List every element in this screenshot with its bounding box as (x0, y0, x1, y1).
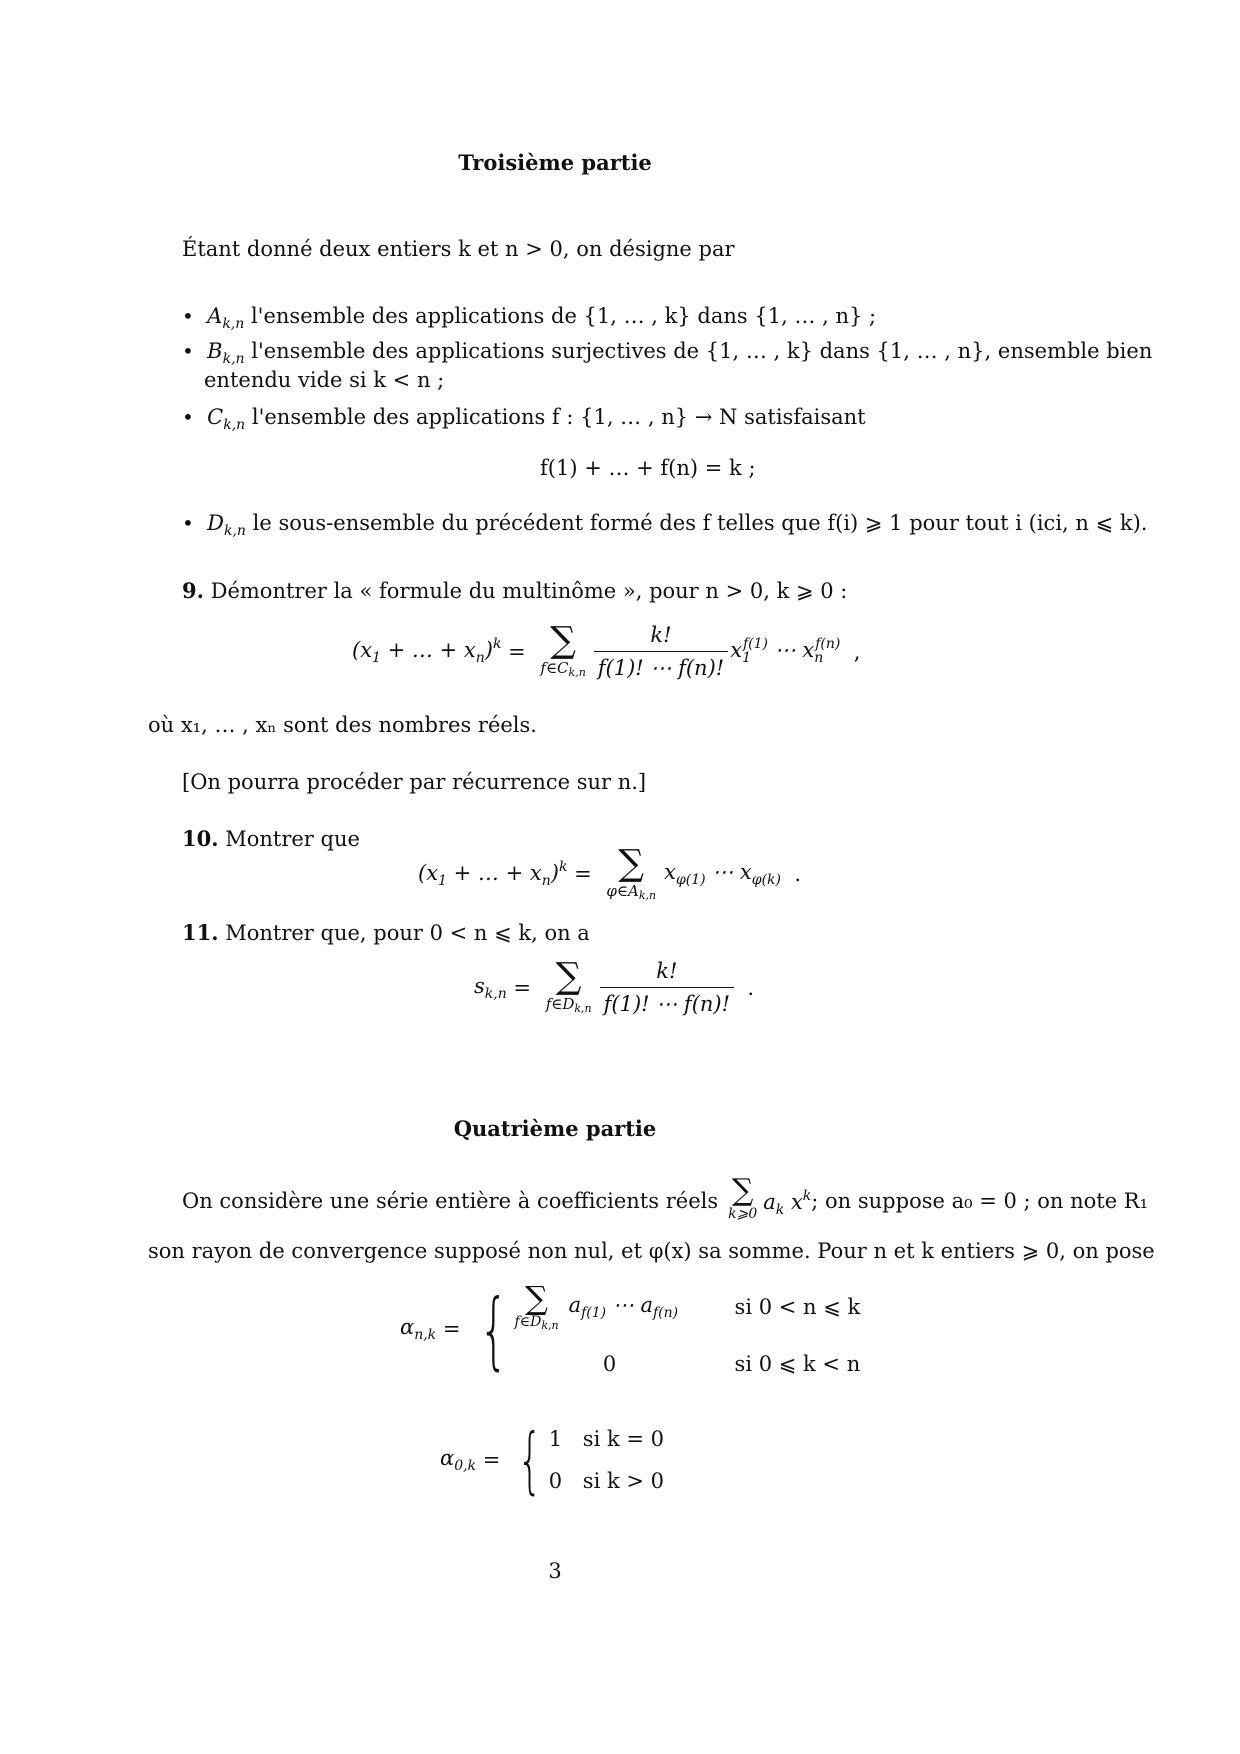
q10-formula: ($x_1$ + … + $x_n)^k$ = ∑ $\varphi\in A_{k,n}$ $x_{\varphi(1)}$ ⋯ $x_{\varphi(k)}$ . (418, 843, 802, 902)
alpha-0-k-definition: $\alpha_{0,k}$ = { 1 si k = 0 0 si k > 0 (440, 1418, 664, 1502)
bullet-b-cont: entendu vide si k < n ; (204, 368, 445, 392)
bullet-c: • $C_{k,n}$ l'ensemble des applications f : {1, … , n} → N satisfaisant (182, 405, 866, 433)
bullet-a: • $A_{k,n}$ l'ensemble des applications de {1, … , k} dans {1, … , n} ; (182, 304, 877, 332)
part3-intro: Étant donné deux entiers k et n > 0, on désigne par (182, 237, 735, 261)
bullet-c-equation: f(1) + … + f(n) = k ; (540, 456, 756, 480)
page-number: 3 (548, 1559, 562, 1583)
part4-line2: son rayon de convergence supposé non nul, et φ(x) sa somme. Pour n et k entiers ⩾ 0, on pose (148, 1239, 1155, 1263)
q9-after-text: où x₁, … , xₙ sont des nombres réels. (148, 713, 537, 737)
multinomial-formula: ($x_1$ + … + $x_n)^k$ = ∑ $f\in C_{k,n}$ $\frac{k!}{f(1)! \cdots f(n)!}$ $x_1^{f(1)}$ ⋯ $x_n^{f(n)}$ , (352, 620, 861, 681)
question-9: 9. Démontrer la « formule du multinôme », pour n > 0, k ⩾ 0 : (182, 578, 848, 603)
part4-title: Quatrième partie (453, 1116, 657, 1141)
part4-line1: On considère une série entière à coefficients réels ∑ k⩾0 $a_k$ $x^k$ ; on suppose a₀ = 0 ; on note R₁ (182, 1173, 1149, 1222)
bullet-b: • $B_{k,n}$ l'ensemble des applications surjectives de {1, … , k} dans {1, … , n}, ensemble bien (182, 339, 1153, 367)
bullet-d: • $D_{k,n}$ le sous-ensemble du précédent formé des f telles que f(i) ⩾ 1 pour tout i (ici, n ⩽ k). (182, 511, 1148, 539)
q9-hint: [On pourra procéder par récurrence sur n.] (182, 770, 647, 794)
q11-formula: $s_{k,n}$ = ∑ $f\in D_{k,n}$ $\frac{k!}{f(1)! \cdots f(n)!}$ . (474, 956, 755, 1017)
question-11: 11. Montrer que, pour 0 < n ⩽ k, on a (182, 920, 590, 945)
alpha-n-k-definition: $\alpha_{n,k}$ = { ∑ $f\in D_{k,n}$ $a_{f(1)}$ ⋯ $a_{f(n)}$ si 0 < n ⩽ k 0 si 0 ⩽ k < n (400, 1279, 861, 1379)
part3-title: Troisième partie (458, 150, 652, 175)
question-10: 10. Montrer que (182, 826, 360, 851)
